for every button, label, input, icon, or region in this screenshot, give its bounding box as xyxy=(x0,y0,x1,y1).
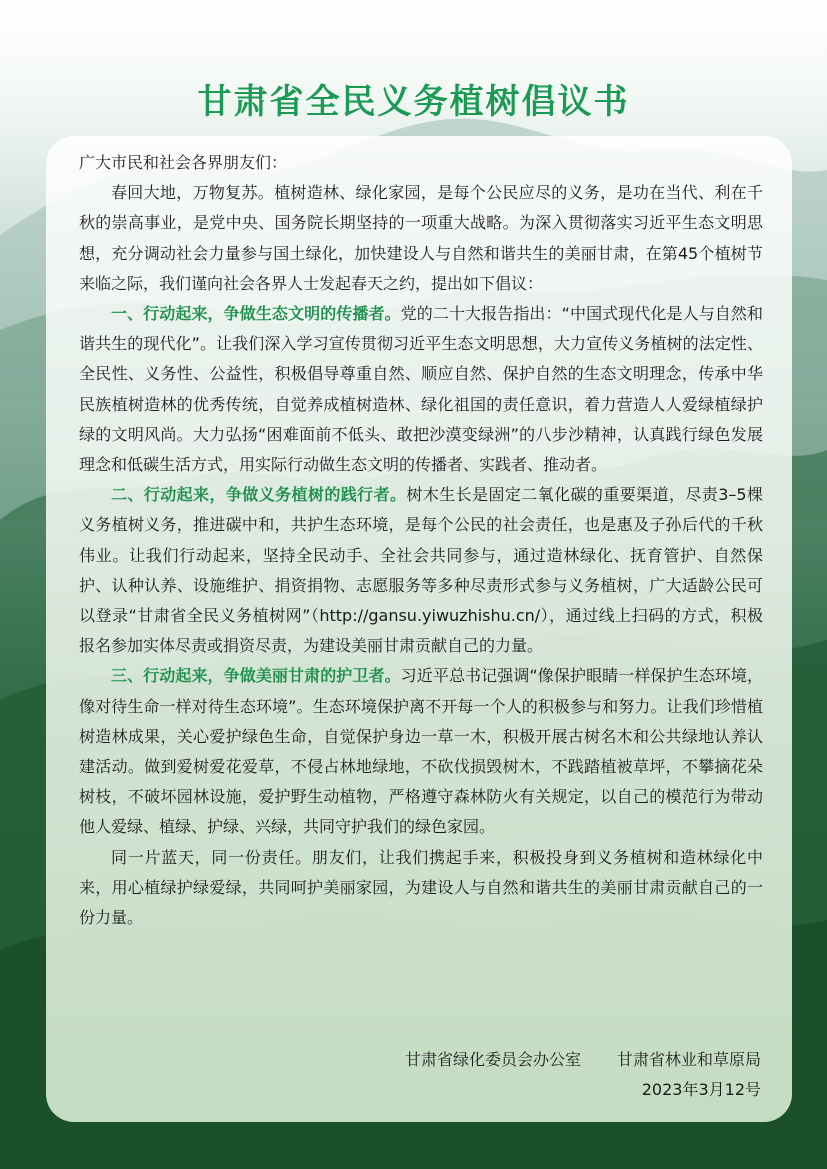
page-title: 甘肃省全民义务植树倡议书 xyxy=(197,82,630,122)
section-1-body: 党的二十大报告指出：“中国式现代化是人与自然和谐共生的现代化”。让我们深入学习宣传贯彻习近平生态文明思想，大力宣传义务植树的法定性、全民性、义务性、公益性，积极倡导尊重自然、顺应自然、保护自然的生态文明理念，传承中华民族植树造林的优秀传统，自觉养成植树造林、绿化祖国的责任意识，着力营造人人爱绿植绿护绿的文明风尚。大力弘扬“困难面前不低头、敢把沙漠变绿洲”的八步沙精神，认真践行绿色发展理念和低碳生活方式，用实际行动做生态文明的传播者、实践者、推动者。 xyxy=(79,304,763,475)
section-1-heading: 一、行动起来，争做生态文明的传播者。 xyxy=(111,304,401,324)
section-3-paragraph xyxy=(79,661,763,842)
section-2-heading: 二、行动起来，争做义务植树的践行者。 xyxy=(111,485,407,505)
signature-block xyxy=(405,1045,761,1105)
section-2-paragraph xyxy=(79,480,763,661)
salutation: 广大市民和社会各界朋友们： xyxy=(79,153,288,172)
signature-date: 2023年3月12号 xyxy=(641,1080,761,1099)
closing-paragraph: 同一片蓝天，同一份责任。朋友们，让我们携起手来，积极投身到义务植树和造林绿化中来，用心植绿护绿爱绿，共同呵护美丽家园，为建设人与自然和谐共生的美丽甘肃贡献自己的一份力量。 xyxy=(79,847,763,928)
signature-org-1: 甘肃省绿化委员会办公室 xyxy=(404,1050,581,1069)
section-3-heading: 三、行动起来，争做美丽甘肃的护卫者。 xyxy=(111,666,401,686)
signature-orgs xyxy=(405,1045,761,1075)
signature-org-2: 甘肃省林业和草原局 xyxy=(616,1050,761,1069)
section-3-body: 习近平总书记强调“像保护眼睛一样保护生态环境，像对待生命一样对待生态环境”。生态环境保护离不开每一个人的积极参与和努力。让我们珍惜植树造林成果，关心爱护绿色生命，自觉保护身边一草一木，积极开展古树名木和公共绿地认养认建活动。做到爱树爱花爱草，不侵占林地绿地，不砍伐损毁树木，不践踏植被草坪，不攀摘花朵树枝，不破坏园林设施，爱护野生动植物，严格遵守森林防火有关规定，以自己的模范行为带动他人爱绿、植绿、护绿、兴绿，共同守护我们的绿色家园。 xyxy=(79,666,763,837)
intro-paragraph: 春回大地，万物复苏。植树造林、绿化家园，是每个公民应尽的义务，是功在当代、利在千秋的崇高事业，是党中央、国务院长期坚持的一项重大战略。为深入贯彻落实习近平生态文明思想，充分调动社会力量参与国土绿化，加快建设人与自然和谐共生的美丽甘肃，在第45个植树节来临之际，我们谨向社会各界人士发起春天之约，提出如下倡议： xyxy=(79,183,763,293)
letter-body xyxy=(79,148,763,933)
section-1-paragraph xyxy=(79,299,763,480)
section-2-body: 树木生长是固定二氧化碳的重要渠道，尽责3–5棵义务植树义务，推进碳中和，共护生态环境，是每个公民的社会责任，也是惠及子孙后代的千秋伟业。让我们行动起来，坚持全民动手、全社会共同参与，通过造林绿化、抚育管护、自然保护、认种认养、设施维护、捐资捐物、志愿服务等多种尽责形式参与义务植树，广大适龄公民可以登录“甘肃省全民义务植树网”（http://gansu.yiwuzhishu.cn/），通过线上扫码的方式，积极报名参加实体尽责或捐资尽责，为建设美丽甘肃贡献自己的力量。 xyxy=(79,485,763,656)
